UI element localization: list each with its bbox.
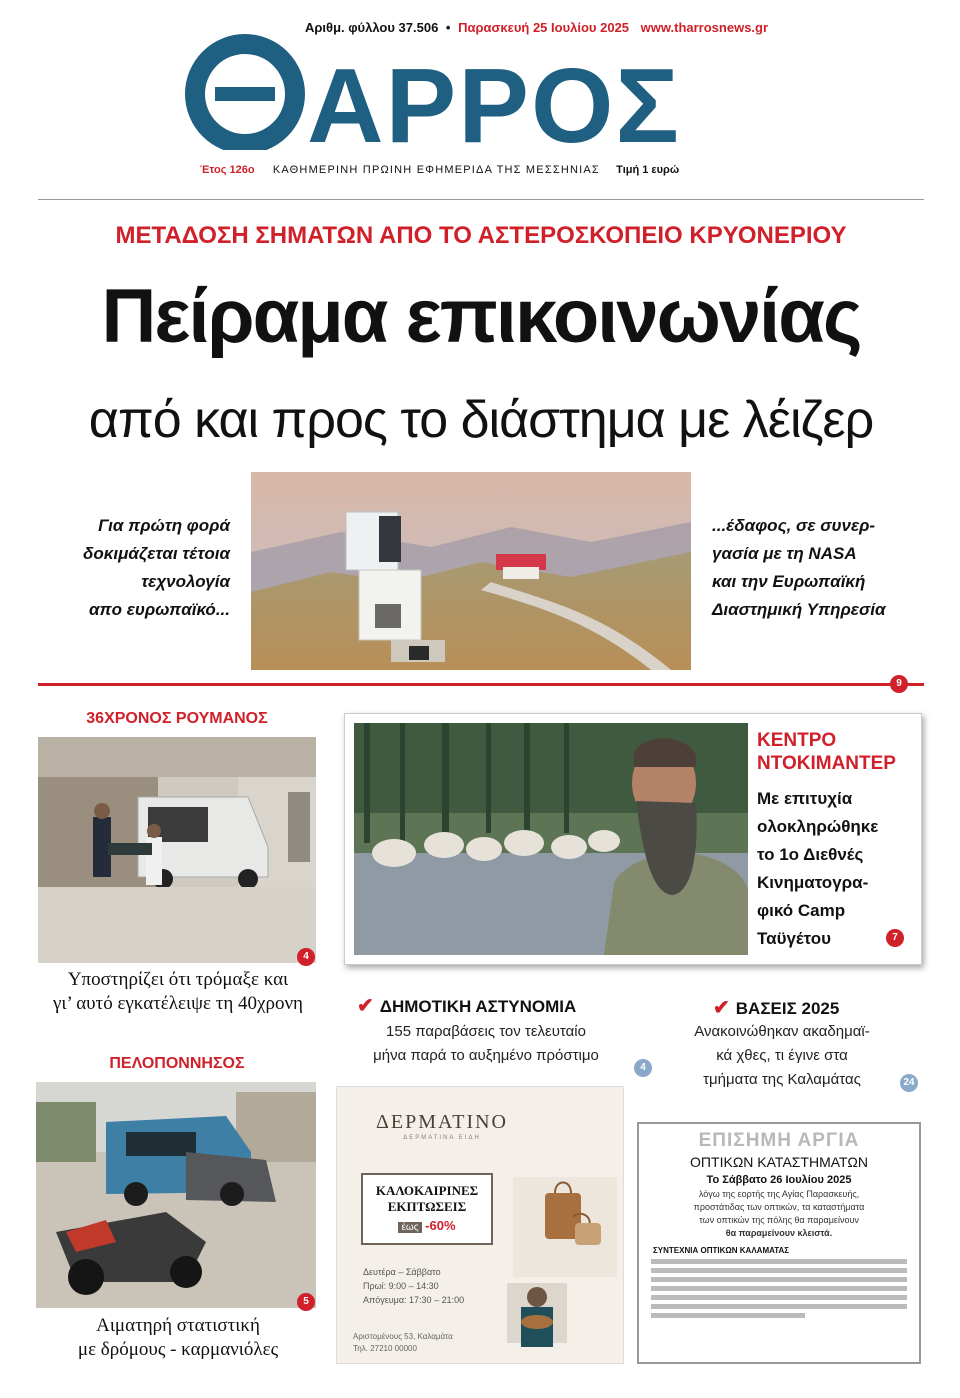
caption-line: Υποστηρίζει ότι τρόμαξε και	[67, 969, 289, 990]
documentary-kicker	[757, 729, 917, 775]
ad-promo-box	[361, 1173, 493, 1245]
issue-date: Παρασκευή 25 Ιουλίου 2025	[458, 20, 630, 35]
police-text[interactable]	[336, 1020, 636, 1068]
text-line: Με επιτυχία	[757, 789, 853, 808]
meta-separator: •	[445, 20, 451, 35]
lead-subhead: από και προς το διάστημα με λέιζερ	[88, 391, 874, 449]
lead-side-left	[40, 512, 230, 624]
romanian-photo[interactable]	[38, 737, 316, 963]
notice-date: Το Σάββατο 26 Ιουλίου 2025	[706, 1174, 852, 1186]
ad-hours	[363, 1265, 464, 1307]
ad-promo-line1: ΚΑΛΟΚΑΙΡΙΝΕΣ	[375, 1183, 479, 1198]
text-line: Κινηματογρα-	[757, 873, 869, 892]
year-label: Έτος 126ο	[200, 164, 255, 176]
notice-member-list	[651, 1259, 907, 1318]
masthead-tagline: ΚΑΘΗΜΕΡΙΝΗ ΠΡΩΙΝΗ ΕΦΗΜΕΡΙΔΑ ΤΗΣ ΜΕΣΣΗΝΙΑΣ	[272, 164, 600, 176]
hours-line: Πρωί: 9:00 – 14:30	[363, 1281, 439, 1291]
police-kicker	[357, 993, 576, 1018]
checkmark-icon: ✔	[713, 997, 730, 1019]
address-line: Τηλ. 27210 00000	[353, 1344, 417, 1353]
ad-promo-discount: -60%	[425, 1218, 456, 1233]
masthead-divider	[38, 199, 924, 200]
text-line: κά χθες, τι έγινε στα	[716, 1047, 848, 1064]
documentary-text[interactable]	[757, 785, 922, 953]
lead-page-badge[interactable]: 9	[890, 675, 908, 693]
documentary-page-badge[interactable]: 7	[886, 929, 904, 947]
romanian-caption[interactable]	[30, 968, 326, 1016]
peloponnese-page-badge[interactable]: 5	[297, 1293, 315, 1311]
website-link[interactable]: www.tharrosnews.gr	[640, 20, 769, 35]
peloponnese-kicker: ΠΕΛΟΠΟΝΝΗΣΟΣ	[109, 1055, 245, 1072]
side-left-line: απο ευρωπαϊκό...	[88, 600, 230, 619]
lead-headline[interactable]: Πείραμα επικοινωνίας	[101, 274, 861, 359]
notice-union-title: ΣΥΝΤΕΧΝΙΑ ΟΠΤΙΚΩΝ ΚΑΛΑΜΑΤΑΣ	[653, 1246, 790, 1255]
documentary-photo[interactable]	[354, 723, 748, 955]
side-right-line: και την Ευρωπαϊκή	[712, 572, 866, 591]
notice-line: των οπτικών της πόλης θα παραμείνουν	[699, 1215, 859, 1225]
side-right-line: Διαστημική Υπηρεσία	[712, 600, 886, 619]
text-line: τμήματα της Καλαμάτας	[703, 1071, 861, 1088]
text-line: Ανακοινώθηκαν ακαδημαϊ-	[694, 1023, 870, 1040]
side-right-line: ...έδαφος, σε συνερ-	[712, 516, 876, 535]
police-kicker-text: ΔΗΜΟΤΙΚΗ ΑΣΤΥΝΟΜΙΑ	[379, 997, 577, 1016]
ad-promo-line2: ΕΚΠΤΩΣΕΙΣ	[387, 1199, 467, 1214]
caption-line: Αιματηρή στατιστική	[96, 1315, 260, 1336]
caption-line: με δρόμους - καρμανιόλες	[77, 1339, 279, 1360]
checkmark-icon: ✔	[357, 995, 374, 1017]
leather-store-ad[interactable]	[336, 1086, 624, 1364]
newspaper-logo	[185, 20, 775, 150]
ad-brand-sub: ΔΕΡΜΑΤΙΝΑ ΕΙΔΗ	[403, 1135, 481, 1141]
kicker-line: ΝΤΟΚΙΜΑΝΤΕΡ	[757, 753, 896, 774]
notice-body	[639, 1188, 919, 1240]
lead-kicker: ΜΕΤΑΔΟΣΗ ΣΗΜΑΤΩΝ ΑΠΟ ΤΟ ΑΣΤΕΡΟΣΚΟΠΕΙΟ ΚΡΥΟΝΕΡΙΟΥ	[115, 222, 847, 249]
lead-divider	[38, 683, 924, 686]
notice-subtitle: ΟΠΤΙΚΩΝ ΚΑΤΑΣΤΗΜΑΤΩΝ	[690, 1154, 868, 1170]
exams-kicker	[713, 995, 839, 1020]
issue-number: Αριθμ. φύλλου 37.506	[305, 20, 439, 35]
caption-line: γι’ αυτό εγκατέλειψε τη 40χρονη	[53, 993, 303, 1014]
notice-line: θα παραμείνουν κλειστά.	[725, 1228, 833, 1238]
police-page-badge[interactable]: 4	[634, 1059, 652, 1077]
ad-brand: ΔΕΡΜΑΤΙΝΟ	[376, 1111, 508, 1133]
notice-line: λόγω της εορτής της Αγίας Παρασκευής,	[698, 1189, 860, 1199]
ad-address	[353, 1331, 453, 1355]
romanian-page-badge[interactable]: 4	[297, 948, 315, 966]
text-line: ολοκληρώθηκε	[757, 817, 879, 836]
exams-page-badge[interactable]: 24	[900, 1074, 918, 1092]
notice-title: ΕΠΙΣΗΜΗ ΑΡΓΙΑ	[698, 1130, 860, 1151]
address-line: Αριστομένους 53, Καλαμάτα	[353, 1332, 453, 1341]
ad-promo-upto: έως	[398, 1222, 421, 1233]
side-left-line: τεχνολογία	[141, 572, 230, 591]
accident-photo[interactable]	[36, 1082, 316, 1308]
lead-side-right	[712, 512, 912, 624]
side-left-line: δοκιμάζεται τέτοια	[82, 544, 230, 563]
exams-text[interactable]	[660, 1020, 904, 1092]
kicker-line: ΚΕΝΤΡΟ	[757, 730, 837, 751]
romanian-kicker: 36ΧΡΟΝΟΣ ΡΟΥΜΑΝΟΣ	[86, 710, 268, 727]
side-right-line: γασία με τη NASA	[712, 544, 857, 563]
masthead-tagline-row	[200, 164, 760, 182]
exams-kicker-text: ΒΑΣΕΙΣ 2025	[735, 999, 840, 1018]
hours-line: Δευτέρα – Σάββατο	[363, 1267, 441, 1277]
price-label: Τιμή 1 ευρώ	[616, 164, 680, 176]
text-line: φικό Camp	[757, 901, 846, 920]
text-line: 155 παραβάσεις τον τελευταίο	[386, 1023, 586, 1040]
observatory-photo[interactable]	[251, 472, 691, 670]
logo-wordmark: ΑΡΡΟΣ	[307, 47, 682, 150]
text-line: το 1ο Διεθνές	[757, 845, 864, 864]
notice-line: προστάτιδας των οπτικών, τα καταστήματα	[693, 1202, 865, 1212]
official-holiday-notice[interactable]	[637, 1122, 921, 1364]
hours-line: Απόγευμα: 17:30 – 21:00	[363, 1295, 465, 1305]
text-line: μήνα παρά το αυξημένο πρόστιμο	[373, 1047, 599, 1064]
peloponnese-caption[interactable]	[30, 1314, 326, 1362]
text-line: Ταϋγέτου	[757, 929, 831, 948]
ad-products-image	[493, 1157, 621, 1357]
side-left-line: Για πρώτη φορά	[98, 516, 230, 535]
